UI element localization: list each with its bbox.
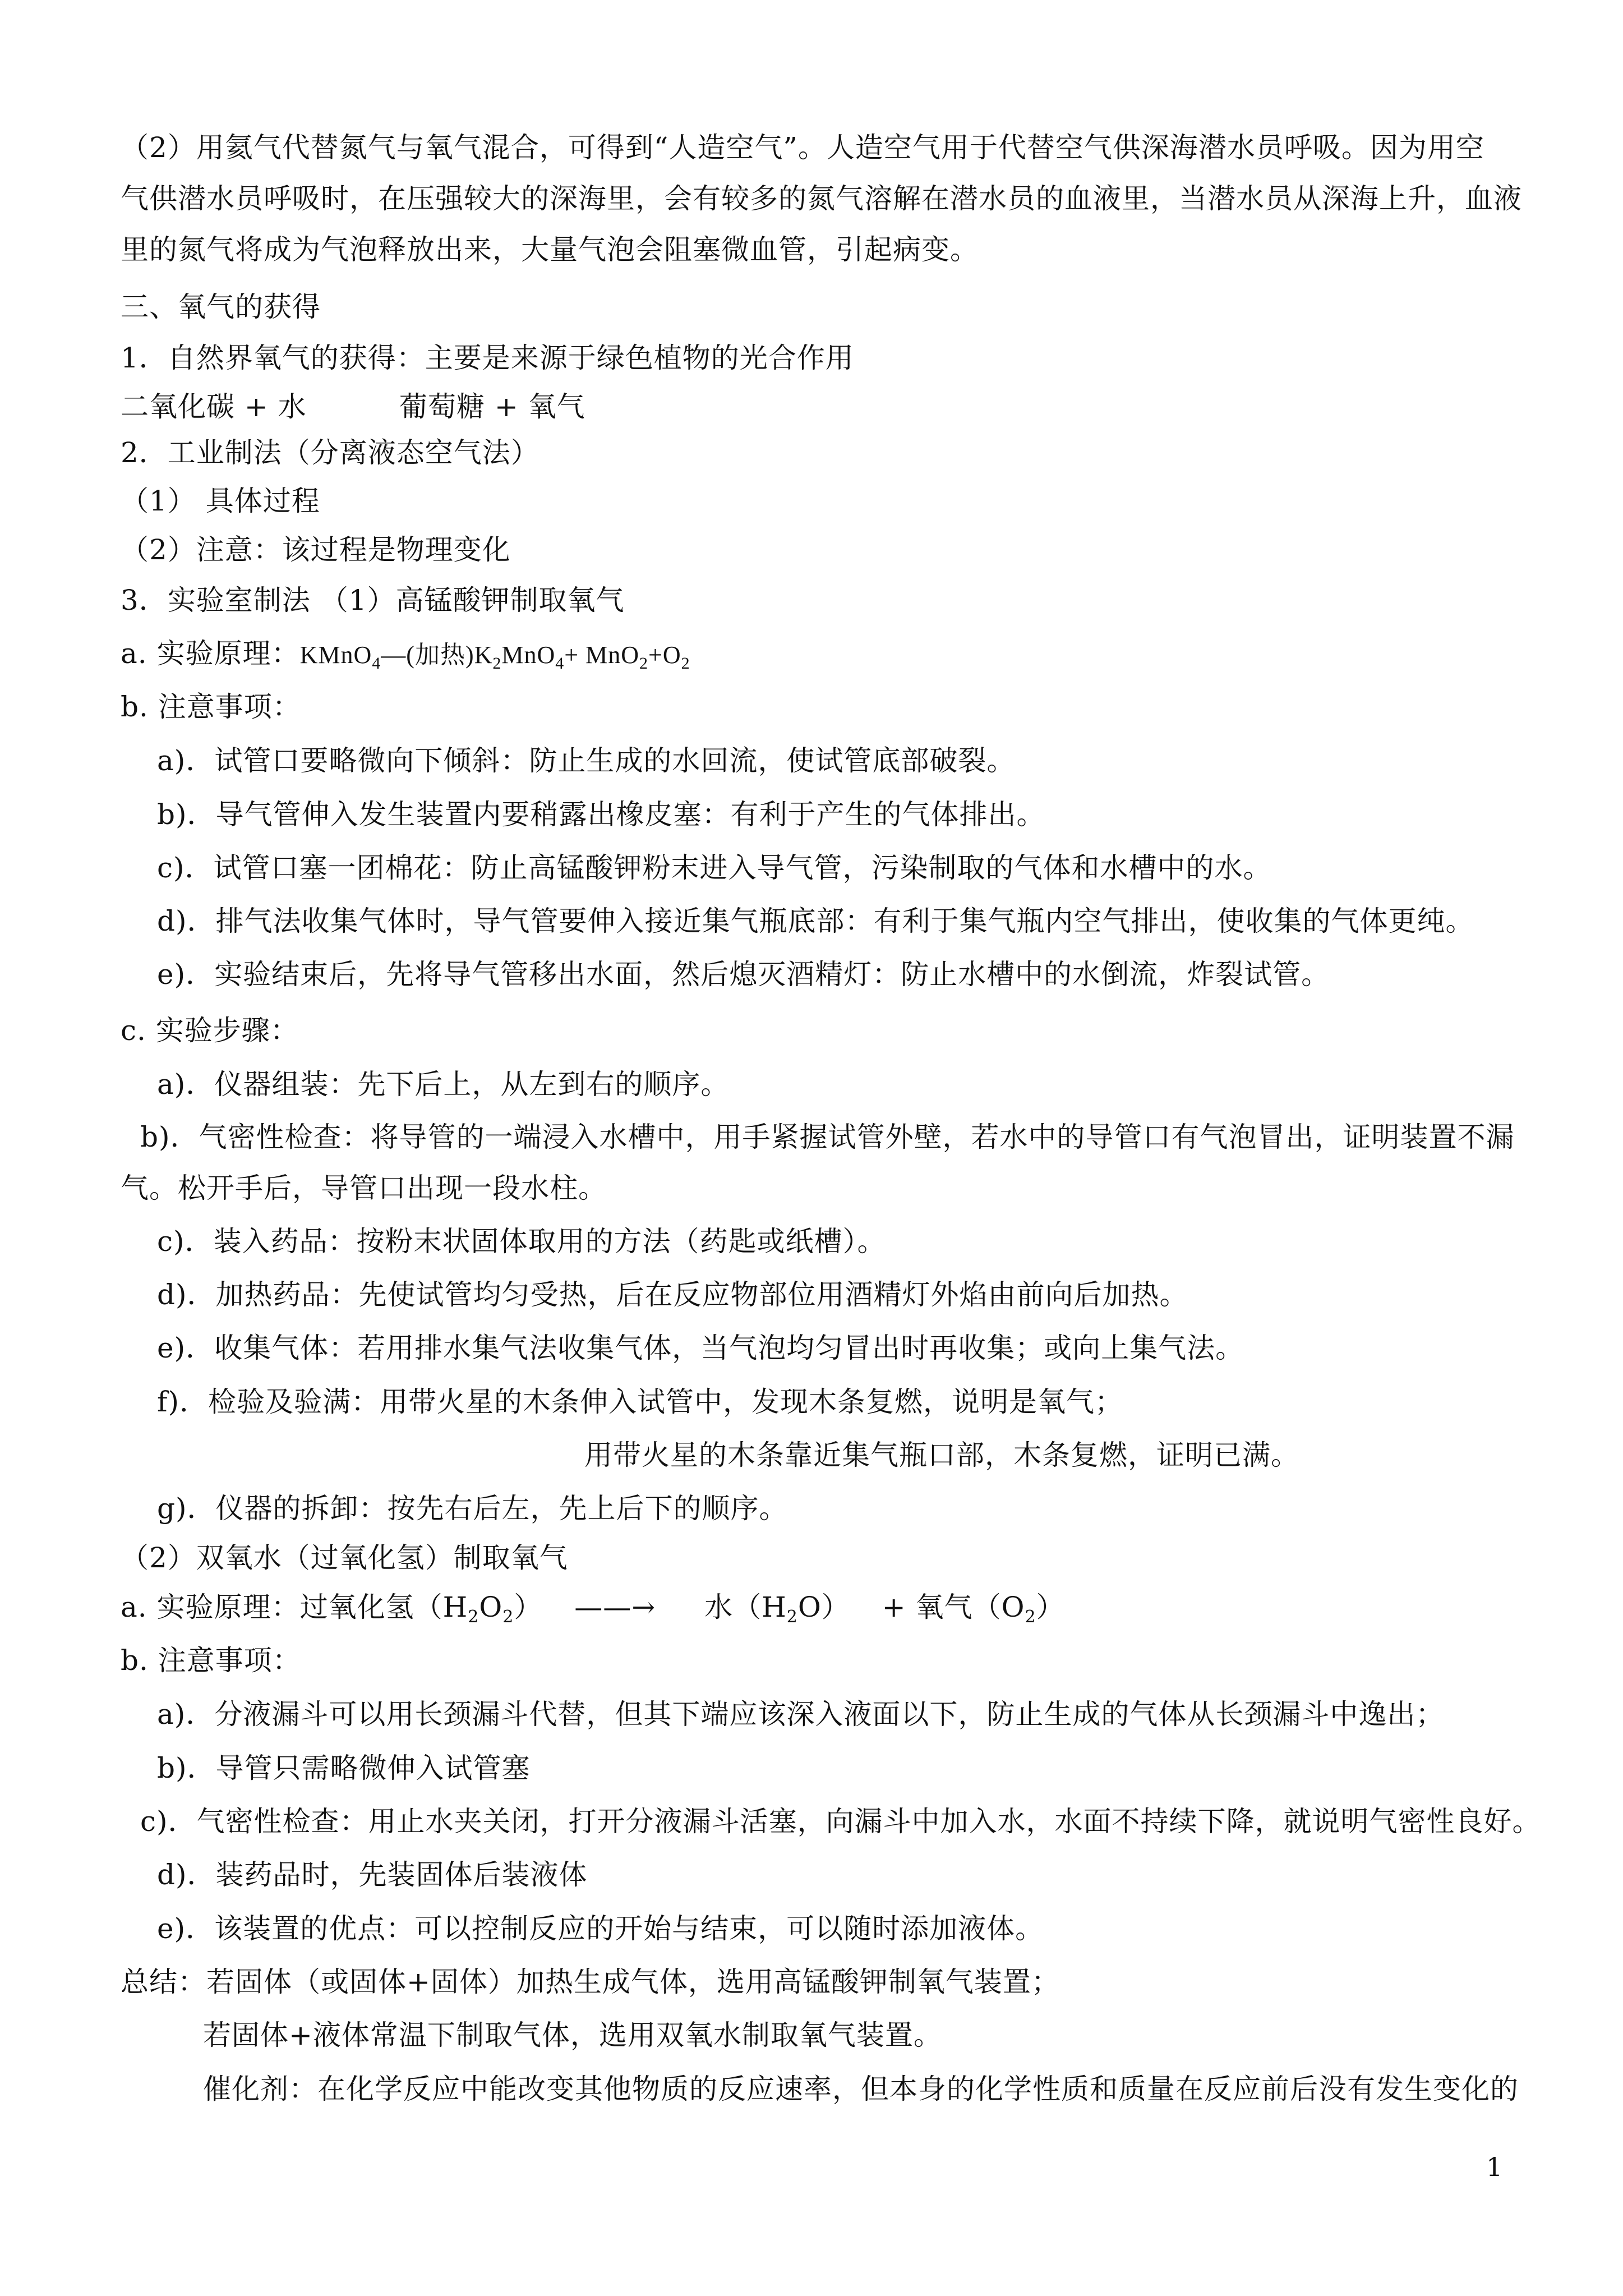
list-item: d)．装药品时，先装固体后装液体 <box>157 1858 588 1891</box>
paragraph-line: 气供潜水员呼吸时，在压强较大的深海里，会有较多的氮气溶解在潜水员的血液里，当潜水员从深海上升，血液 <box>121 182 1522 215</box>
list-item: c)．装入药品：按粉末状固体取用的方法（药匙或纸槽）。 <box>157 1225 886 1258</box>
photosynthesis-reactants: 二氧化碳 + 水 <box>121 390 307 423</box>
list-item: c)．试管口塞一团棉花：防止高锰酸钾粉末进入导气管，污染制取的气体和水槽中的水。 <box>157 852 1272 884</box>
list-item: a)．分液漏斗可以用长颈漏斗代替，但其下端应该深入液面以下，防止生成的气体从长颈漏斗中逸出； <box>157 1698 1445 1731</box>
summary-line: 总结：若固体（或固体+固体）加热生成气体，选用高锰酸钾制氧气装置； <box>121 1966 1060 1998</box>
list-item: g)．仪器的拆卸：按先右后左，先上后下的顺序。 <box>157 1492 788 1525</box>
reaction-principle-h2o2: a. 实验原理：过氧化氢$(H_2O_2)$ ——→ 水$(H_2O)$ + 氧气$(O_2)$ <box>121 1591 1065 1627</box>
list-item-continuation: 气。松开手后，导管口出现一段水柱。 <box>121 1172 607 1204</box>
paragraph-line: 里的氮气将成为气泡释放出来，大量气泡会阻塞微血管，引起病变。 <box>121 233 979 266</box>
list-item-continuation: 用带火星的木条靠近集气瓶口部，木条复燃，证明已满。 <box>584 1439 1299 1471</box>
summary-line: 若固体+液体常温下制取气体，选用双氧水制取氧气装置。 <box>203 2019 942 2051</box>
list-item: f)．检验及验满：用带火星的木条伸入试管中，发现木条复燃，说明是氧气； <box>157 1386 1124 1418</box>
list-item: b)．气密性检查：将导管的一端浸入水槽中，用手紧握试管外壁，若水中的导管口有气泡冒出，证明装置不漏 <box>140 1121 1515 1153</box>
subsection-heading: 1．自然界氧气的获得：主要是来源于绿色植物的光合作用 <box>121 342 854 374</box>
summary-line: 催化剂：在化学反应中能改变其他物质的反应速率，但本身的化学性质和质量在反应前后没有发生变化的 <box>203 2073 1519 2105</box>
subsection-heading: c. 实验步骤： <box>121 1014 299 1047</box>
list-item: e)．该装置的优点：可以控制反应的开始与结束，可以随时添加液体。 <box>157 1912 1044 1945</box>
section-heading: 三、氧气的获得 <box>121 291 321 323</box>
list-item: a)．试管口要略微向下倾斜：防止生成的水回流，使试管底部破裂。 <box>157 744 1016 777</box>
subsection-heading: 3．实验室制法 （1）高锰酸钾制取氧气 <box>121 584 625 616</box>
list-item: b)．导气管伸入发生装置内要稍露出橡皮塞：有利于产生的气体排出。 <box>157 798 1045 831</box>
subsection-heading: （2）双氧水（过氧化氢）制取氧气 <box>121 1542 568 1574</box>
reaction-label: a. 实验原理： <box>121 637 300 670</box>
list-item: e)．收集气体：若用排水集气法收集气体，当气泡均匀冒出时再收集；或向上集气法。 <box>157 1332 1244 1364</box>
reaction-arrow: ——→ <box>574 1591 656 1623</box>
page-number: 1 <box>1486 2152 1503 2182</box>
paragraph-line: （2）用氦气代替氮气与氧气混合，可得到“人造空气”。人造空气用于代替空气供深海潜水员呼吸。因为用空 <box>121 131 1484 164</box>
subsection-heading: b. 注意事项： <box>121 691 301 723</box>
subsection-heading: 2．工业制法（分离液态空气法） <box>121 436 540 469</box>
reaction-equation: KMnO$_4$—(加热)$K_2MnO_4+ MnO_2+O_2$ <box>299 641 690 673</box>
list-item: d)．加热药品：先使试管均匀受热，后在反应物部位用酒精灯外焰由前向后加热。 <box>157 1278 1188 1311</box>
reaction-principle-kmno4 <box>121 637 690 673</box>
list-item: （2）注意：该过程是物理变化 <box>121 533 511 566</box>
subsection-heading: b. 注意事项： <box>121 1644 301 1677</box>
photosynthesis-products: 葡萄糖 + 氧气 <box>399 390 585 423</box>
list-item: e)．实验结束后，先将导气管移出水面，然后熄灭酒精灯：防止水槽中的水倒流，炸裂试管。 <box>157 958 1330 991</box>
list-item: d)．排气法收集气体时，导气管要伸入接近集气瓶底部：有利于集气瓶内空气排出，使收集的气体更纯。 <box>157 905 1474 937</box>
list-item: a)．仪器组装：先下后上，从左到右的顺序。 <box>157 1068 730 1101</box>
list-item: c)．气密性检查：用止水夹关闭，打开分液漏斗活塞，向漏斗中加入水，水面不持续下降，就说明气密性良好。 <box>140 1805 1541 1838</box>
list-item: b)．导管只需略微伸入试管塞 <box>157 1752 531 1784</box>
list-item: （1） 具体过程 <box>121 485 320 517</box>
